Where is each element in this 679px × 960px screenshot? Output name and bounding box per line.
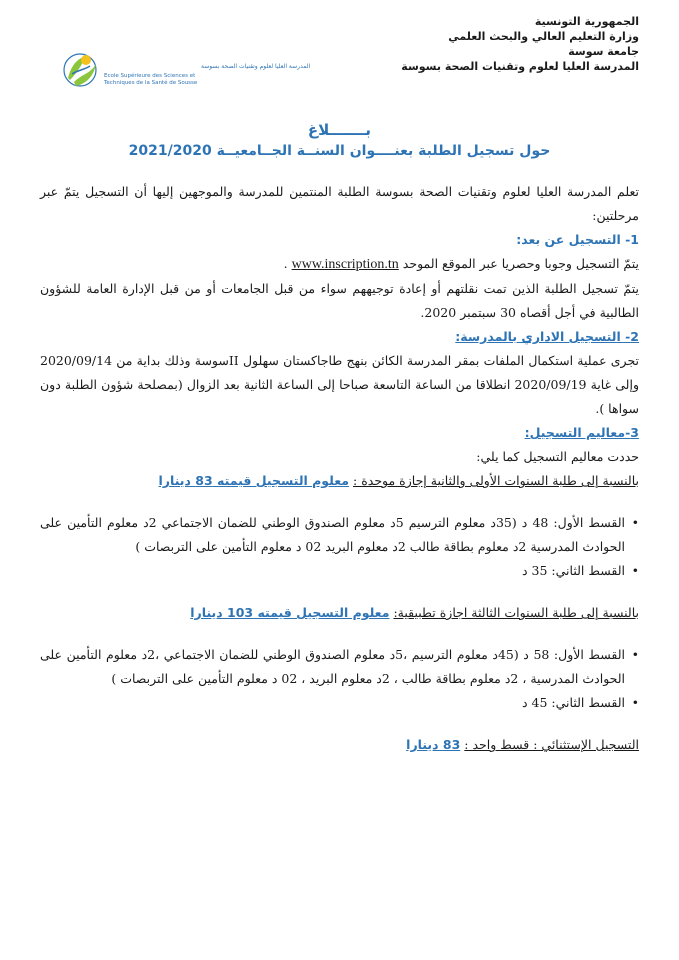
exceptional-label: التسجيل الإستثنائي : قسط واحد : [464, 737, 639, 752]
section-3-heading [40, 421, 639, 445]
logo-french-text-2: Techniques de la Santé de Sousse [104, 80, 198, 86]
section-3-heading-text: 3-معاليم التسجيل: [524, 425, 639, 440]
group-2-installment-1: • القسط الأول: 58 د (45د معلوم الترسيم ،5د معلوم الصندوق الوطني للضمان الاجتماعي ،2د معلوم التأمين على الحوادث المدرسية ، 2د معلوم بطاقة طالب ، 2د معلوم البريد ، 02 د معلوم التأمين على التربصات ) [40, 643, 639, 691]
group-2-installment-2: • القسط الثاني: 45 د [40, 691, 639, 715]
logo-arabic-text: المدرسة العليا لعلوم وتقنيات الصحة بسوسة [201, 63, 311, 70]
notice-title-sub: حول تسجيل الطلبة بعنــــوان السنــة الجــامعيــة 2021/2020 [128, 143, 551, 159]
letterhead-ministry: وزارة التعليم العالي والبحث العلمي [448, 30, 639, 43]
notice-title-main: بـــــــلاغ [307, 121, 372, 139]
letterhead-country: الجمهورية التونسية [534, 15, 639, 28]
section-1-heading-text: 1- التسجيل عن بعد: [516, 232, 639, 247]
spacer [40, 583, 639, 601]
group-1-installment-2: • القسط الثاني: 35 د [40, 559, 639, 583]
section-1-paragraph-2: يتمّ تسجيل الطلبة الذين تمت نقلتهم أو إعادة توجيههم سواء من قبل الجامعات أو من قبل الإدارة العامة للشؤون الطالبية في أجل أقصاه 30 سبتمبر 2020. [40, 281, 639, 320]
letterhead-university: جامعة سوسة [568, 45, 639, 58]
exceptional-fee: 83 دينارا [406, 737, 461, 752]
intro-paragraph: تعلم المدرسة العليا لعلوم وتقنيات الصحة بسوسة الطلبة المنتمين للمدرسة والموجهين إليها أن التسجيل يتمّ عبر مرحلتين: [40, 184, 639, 223]
letterhead-school: المدرسة العليا لعلوم وتقنيات الصحة بسوسة [401, 60, 639, 73]
spacer [40, 625, 639, 643]
group-1-label-line [40, 469, 639, 493]
group-1-installment-1: • القسط الأول: 48 د (35د معلوم الترسيم 5د معلوم الصندوق الوطني للضمان الاجتماعي 2د معلوم التأمين على الحوادث المدرسية 2د معلوم بطاقة طالب 2د معلوم البريد 02 د معلوم التأمين على التربصات ) [40, 511, 639, 559]
section-1-heading [40, 228, 639, 252]
group-1-label: بالنسبة إلى طلبة السنوات الأولى والثانية إجازة موحدة : [353, 473, 639, 488]
section-3-intro: حددت معاليم التسجيل كما يلي: [476, 449, 639, 464]
spacer [40, 715, 639, 733]
school-logo-graphic [56, 44, 311, 100]
section-2-heading [40, 325, 639, 349]
exceptional-registration-line [40, 733, 639, 757]
spacer [40, 493, 639, 511]
group-2-label-line [40, 601, 639, 625]
section-1-text: يتمّ التسجيل وجوبا وحصريا عبر الموقع الموحد [402, 256, 639, 271]
letterhead [401, 14, 639, 74]
inscription-link[interactable]: www.inscription.tn [291, 257, 399, 272]
group-2-label: بالنسبة إلى طلبة السنوات الثالثة اجازة تطبيقية: [393, 605, 639, 620]
section-2-paragraph: تجرى عملية استكمال الملفات بمقر المدرسة الكائن بنهج طاجاكستان سهلول IIسوسة وذلك بداية من 2020/09/14 وإلى غاية 2020/09/19 انطلاقا من الساعة التاسعة صباحا إلى الساعة الثانية بعد الزوال (بمصلحة شؤون الطلبة دون سواها ). [40, 353, 640, 416]
logo-french-text-1: Ecole Supérieure des Sciences et [104, 73, 196, 79]
section-2-heading-text: 2- التسجيل الاداري بالمدرسة: [455, 329, 639, 344]
school-logo [56, 44, 311, 100]
section-1-paragraph-1 [40, 252, 639, 277]
group-2-fee: معلوم التسجيل قيمته 103 دينارا [190, 605, 390, 620]
notice-body [40, 180, 639, 757]
group-1-fee: معلوم التسجيل قيمته 83 دينارا [158, 473, 350, 488]
notice-title [0, 120, 679, 162]
section-1-period: . [283, 256, 288, 271]
